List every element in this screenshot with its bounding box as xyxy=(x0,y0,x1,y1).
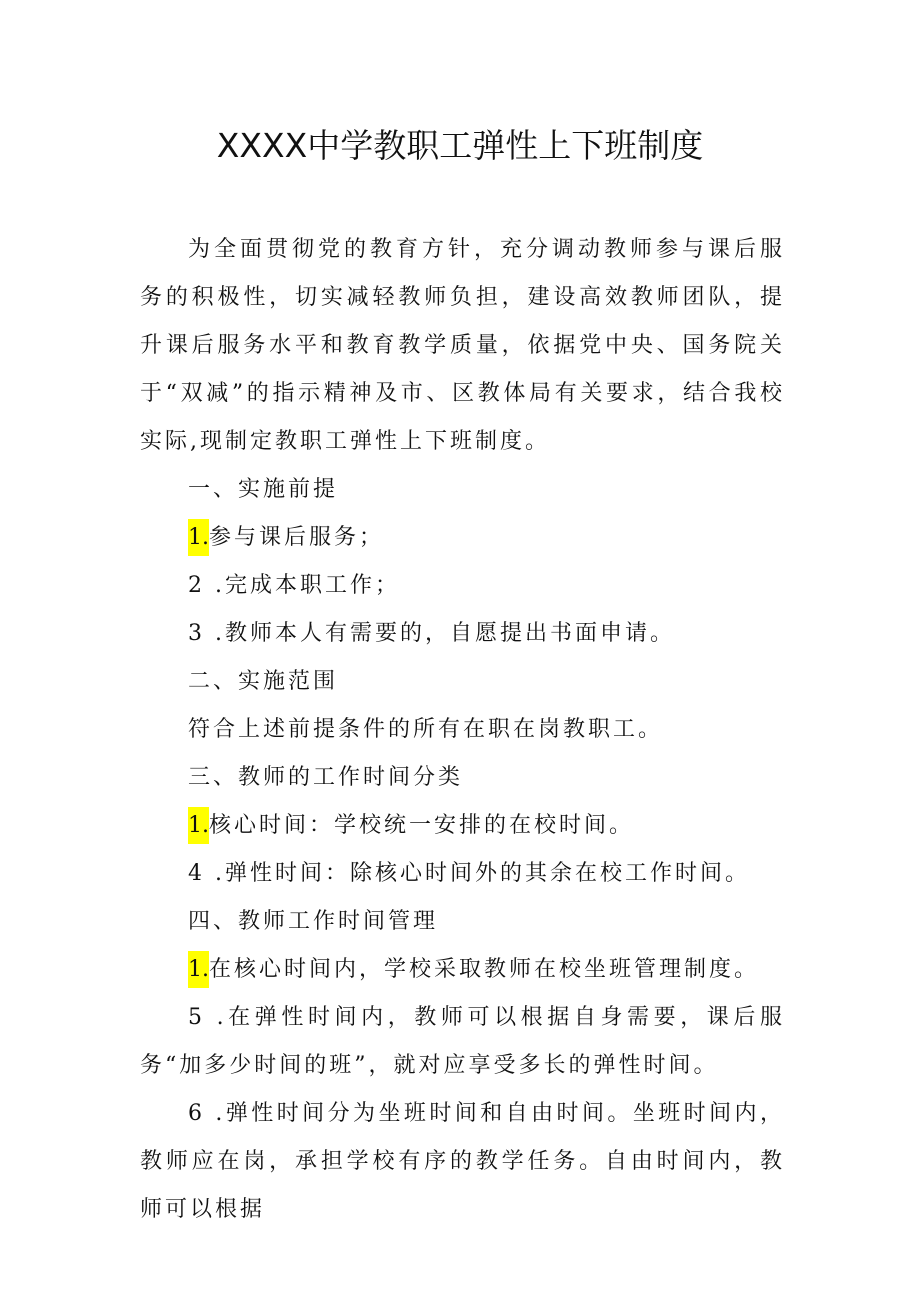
list-item-text: 弹性时间分为坐班时间和自由时间。坐班时间内，教师应在岗，承担学校有序的教学任务。自由时间内，教师可以根据 xyxy=(140,1101,785,1222)
list-number: 3 . xyxy=(188,621,225,646)
list-item-text: 在核心时间内，学校采取教师在校坐班管理制度。 xyxy=(209,957,760,982)
list-item xyxy=(140,1090,785,1234)
section-heading: 一、实施前提 xyxy=(188,477,339,502)
list-number: 5 . xyxy=(188,1005,227,1030)
highlighted-number: 1. xyxy=(188,807,209,844)
list-item-text: 核心时间：学校统一安排的在校时间。 xyxy=(209,813,635,838)
list-item-text: 完成本职工作； xyxy=(224,573,400,598)
list-number: 6 . xyxy=(188,1101,226,1126)
highlighted-number: 1. xyxy=(188,519,209,556)
list-item-text: 在弹性时间内，教师可以根据自身需要，课后服务“加多少时间的班”，就对应享受多长的弹性时间。 xyxy=(140,1005,785,1078)
list-item xyxy=(140,802,785,850)
list-item xyxy=(140,562,785,610)
list-item-text: 弹性时间：除核心时间外的其余在校工作时间。 xyxy=(224,861,750,886)
document-body xyxy=(140,226,785,1234)
list-number: 2 . xyxy=(188,573,225,598)
list-item xyxy=(140,994,785,1090)
intro-paragraph: 为全面贯彻党的教育方针，充分调动教师参与课后服务的积极性，切实减轻教师负担，建设高效教师团队，提升课后服务水平和教育教学质量，依据党中央、国务院关于“双减”的指示精神及市、区教体局有关要求，结合我校实际,现制定教职工弹性上下班制度。 xyxy=(140,237,785,454)
highlighted-number: 1. xyxy=(188,951,209,988)
document-title: XXXX中学教职工弹性上下班制度 xyxy=(216,126,704,165)
section-text: 符合上述前提条件的所有在职在岗教职工。 xyxy=(188,717,664,742)
list-number: 4 . xyxy=(188,861,225,886)
list-item xyxy=(140,610,785,658)
list-item xyxy=(140,514,785,562)
section-heading: 四、教师工作时间管理 xyxy=(188,909,439,934)
section-heading: 三、教师的工作时间分类 xyxy=(188,765,464,790)
list-item-text: 参与课后服务； xyxy=(209,525,385,550)
list-item xyxy=(140,850,785,898)
list-item xyxy=(140,946,785,994)
section-heading: 二、实施范围 xyxy=(188,669,339,694)
list-item-text: 教师本人有需要的，自愿提出书面申请。 xyxy=(224,621,675,646)
